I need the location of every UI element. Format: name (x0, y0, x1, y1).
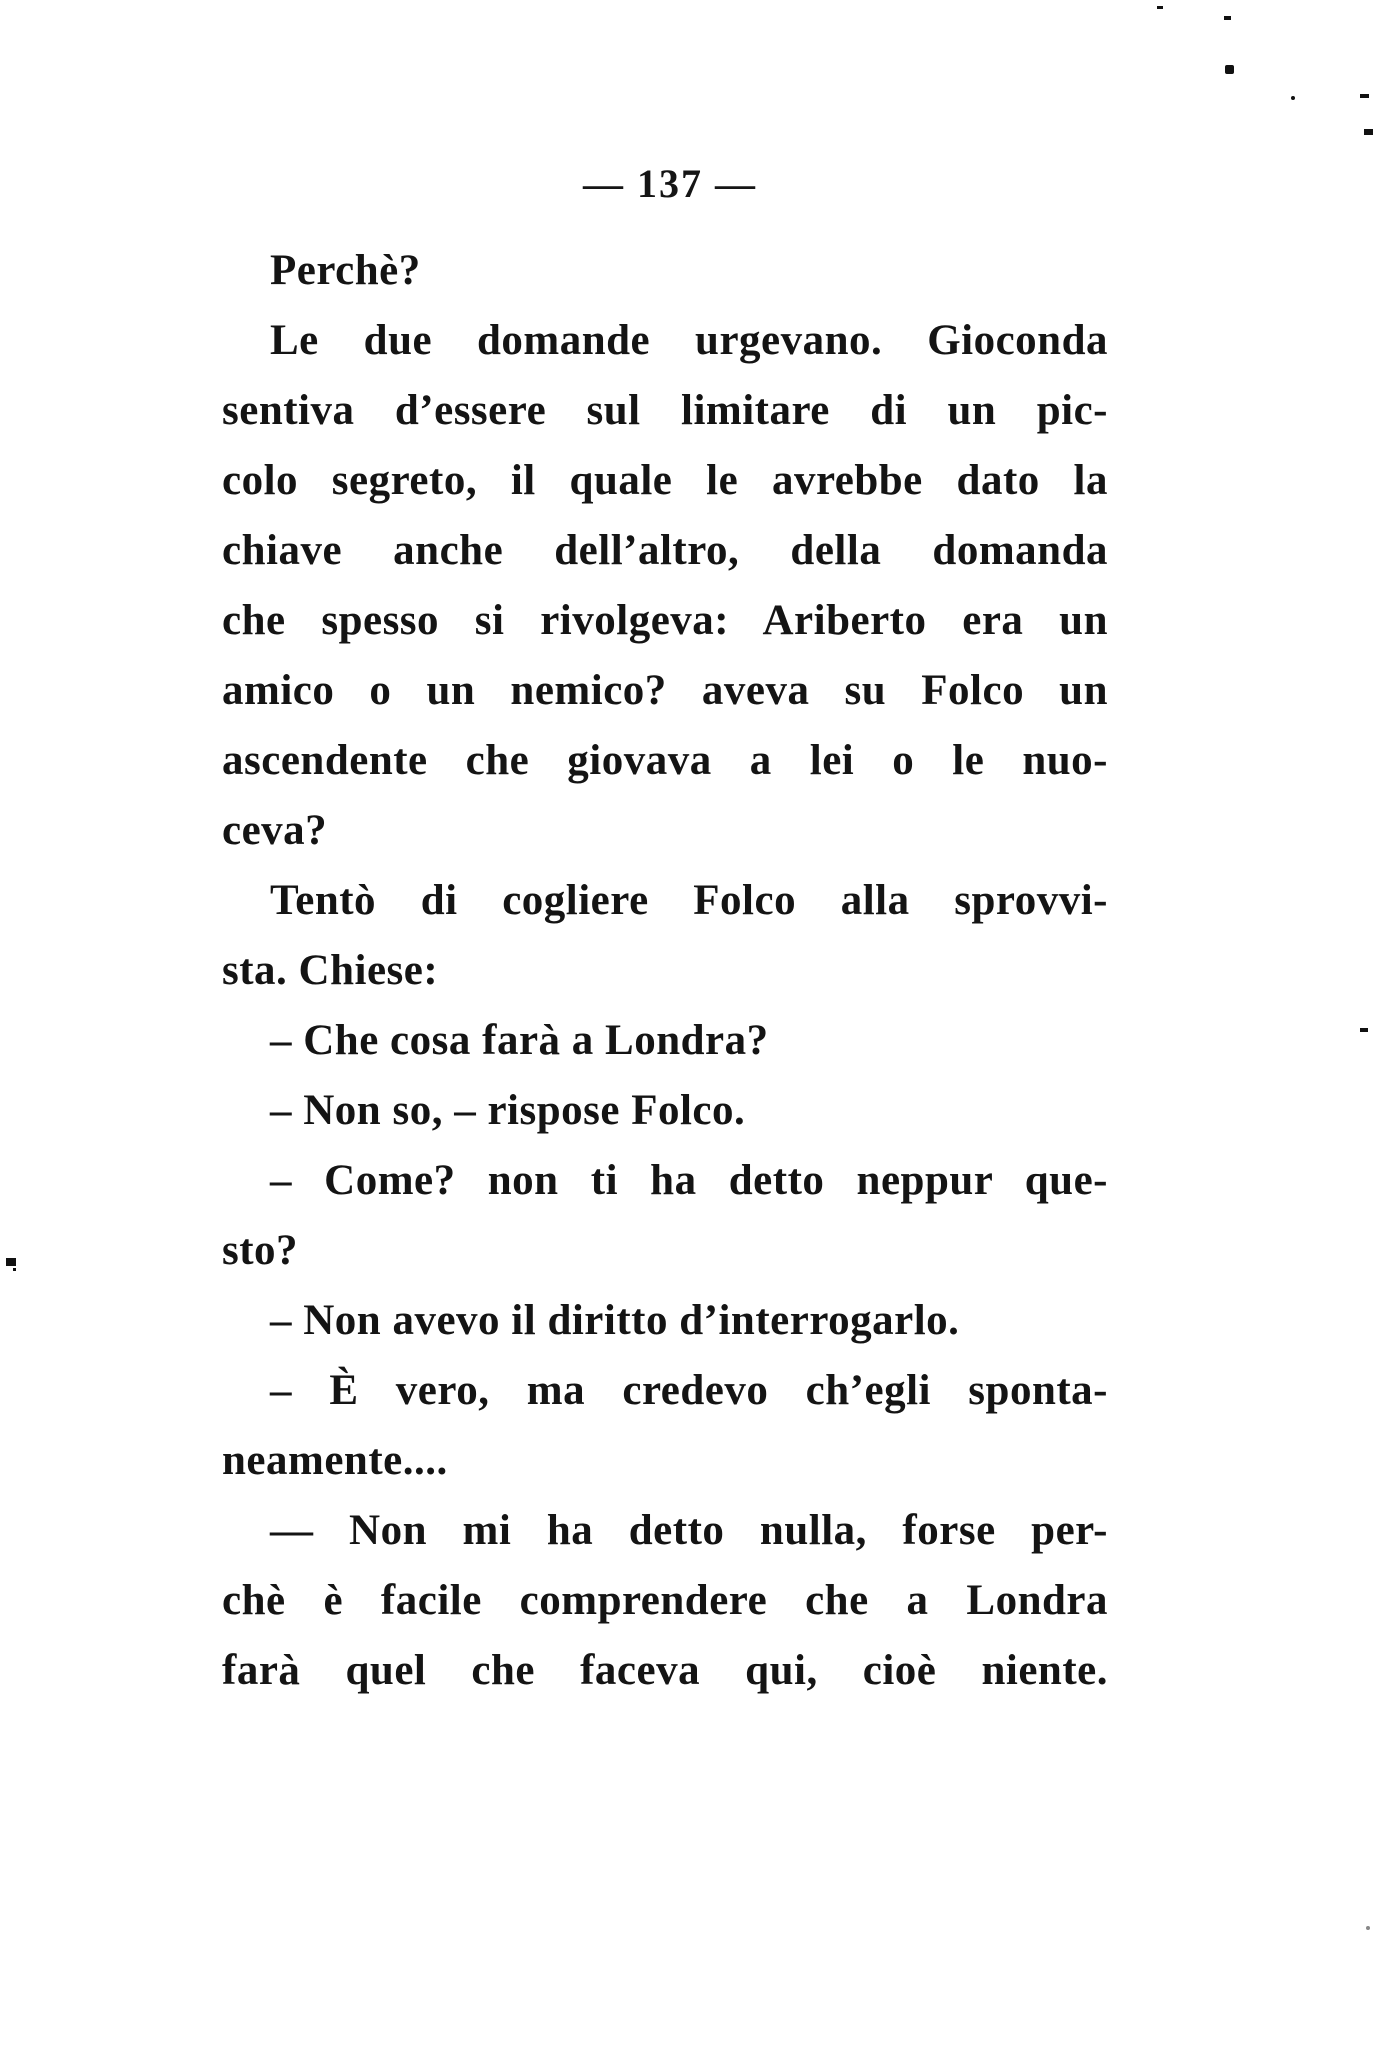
text-line: – Non avevo il diritto d’interrogarlo. (270, 1297, 960, 1344)
text-line: Tentò di cogliere Folco alla sprovvi- (270, 877, 1108, 924)
text-line: chiave anche dell’altro, della domanda (222, 527, 1108, 574)
text-line: – Che cosa farà a Londra? (270, 1017, 769, 1064)
scan-speck (1224, 16, 1231, 20)
scan-speck (1366, 1926, 1370, 1930)
text-line: che spesso si rivolgeva: Ariberto era un (222, 597, 1108, 644)
text-line: — Non mi ha detto nulla, forse per- (270, 1507, 1108, 1554)
text-line: amico o un nemico? aveva su Folco un (222, 667, 1108, 714)
text-line: chè è facile comprendere che a Londra (222, 1577, 1108, 1624)
text-line: – Non so, – rispose Folco. (270, 1087, 746, 1134)
text-line: neamente.... (222, 1437, 448, 1484)
scan-speck (1225, 65, 1234, 74)
text-line: sentiva d’essere sul limitare di un pic- (222, 387, 1108, 434)
scan-speck (13, 1268, 16, 1271)
scan-speck (1364, 129, 1373, 135)
text-line: ceva? (222, 807, 328, 854)
body-text (222, 236, 1108, 1706)
text-line: – È vero, ma credevo ch’egli sponta- (270, 1367, 1108, 1414)
text-line: sta. Chiese: (222, 947, 439, 994)
text-line: – Come? non ti ha detto neppur que- (270, 1157, 1108, 1204)
scan-speck (1291, 96, 1295, 100)
page-number: — 137 — (583, 161, 757, 206)
text-line: colo segreto, il quale le avrebbe dato la (222, 457, 1108, 504)
scan-speck (1360, 1028, 1368, 1032)
text-line: ascendente che giovava a lei o le nuo- (222, 737, 1108, 784)
text-line: farà quel che faceva qui, cioè niente. (222, 1647, 1108, 1694)
text-line: sto? (222, 1227, 299, 1274)
scan-speck (1157, 6, 1163, 9)
text-line: Perchè? (270, 247, 421, 294)
text-line: Le due domande urgevano. Gioconda (270, 317, 1108, 364)
scan-speck (1360, 94, 1369, 98)
scan-speck (6, 1258, 16, 1266)
